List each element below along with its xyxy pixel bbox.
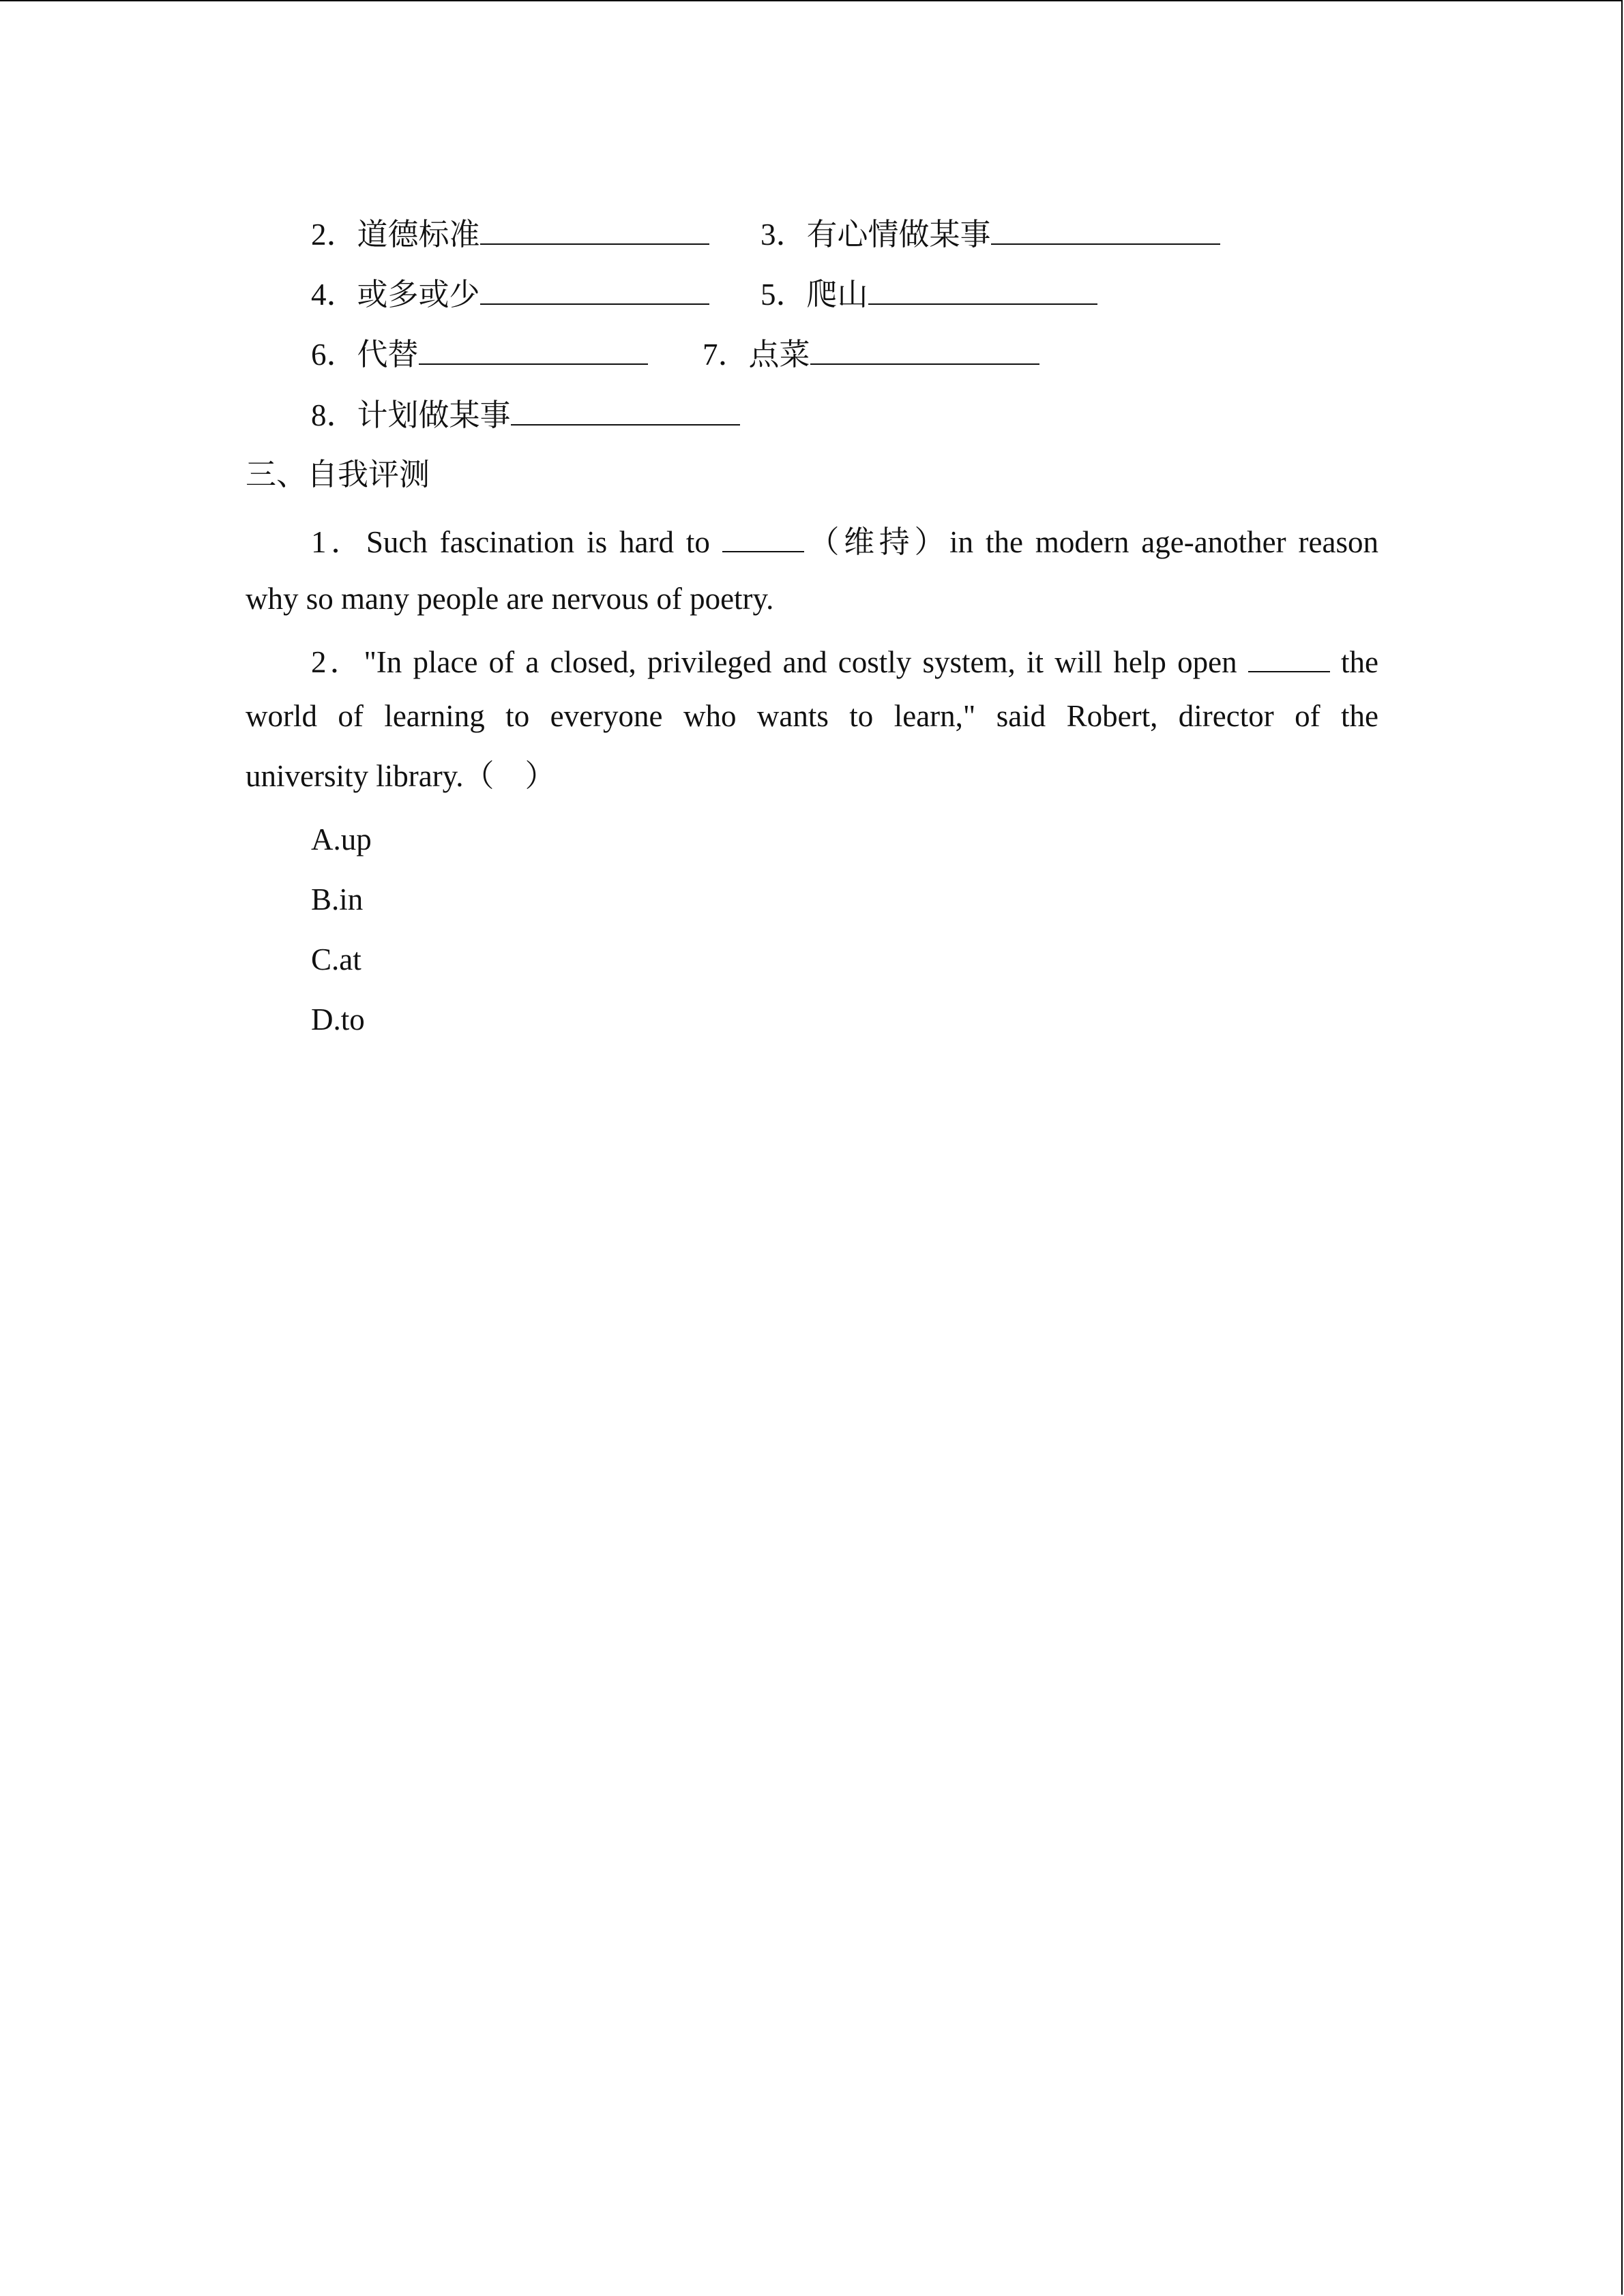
- vocab-text: 爬山: [806, 278, 868, 312]
- vocab-item: [311, 275, 709, 314]
- vocab-item: [311, 215, 709, 254]
- option-c[interactable]: C.at: [311, 942, 361, 976]
- vocab-text: 计划做某事: [357, 398, 511, 432]
- vocab-item: [311, 396, 740, 434]
- answer-blank[interactable]: [722, 522, 804, 552]
- section-title: 三、自我评测: [246, 458, 430, 492]
- vocab-text: 道德标准: [357, 218, 480, 252]
- question-2-line-1: [246, 637, 1378, 681]
- question-text: Such fascination is hard to: [366, 525, 710, 559]
- answer-blank[interactable]: [511, 396, 740, 426]
- answer-blank[interactable]: [419, 335, 648, 365]
- answer-blank[interactable]: [480, 275, 709, 305]
- vocab-number: 2．: [311, 218, 357, 252]
- vocab-text: 有心情做某事: [806, 218, 991, 252]
- vocab-number: 5．: [761, 278, 807, 312]
- vocab-item: [311, 335, 648, 374]
- question-number: 2．: [311, 645, 364, 679]
- vocab-item: [761, 275, 1097, 314]
- vocab-item: [761, 215, 1220, 254]
- question-text: in the modern age-another reason: [949, 525, 1378, 559]
- vocab-number: 4．: [311, 278, 357, 312]
- option-d[interactable]: D.to: [311, 1002, 365, 1037]
- question-1-line-2: why so many people are nervous of poetry.: [246, 582, 774, 616]
- vocab-number: 8．: [311, 398, 357, 432]
- question-number: 1．: [311, 525, 366, 559]
- vocab-text: 代替: [357, 338, 419, 372]
- answer-blank[interactable]: [991, 215, 1220, 245]
- vocab-number: 3．: [761, 218, 807, 252]
- question-text: the: [1341, 645, 1378, 679]
- vocab-number: 6．: [311, 338, 357, 372]
- question-hint: （维持）: [803, 525, 950, 559]
- option-b[interactable]: B.in: [311, 882, 364, 916]
- answer-blank[interactable]: [810, 335, 1039, 365]
- vocab-text: 或多或少: [357, 278, 480, 312]
- answer-blank[interactable]: [480, 215, 709, 245]
- option-a[interactable]: A.up: [311, 822, 372, 856]
- vocab-number: 7．: [703, 338, 749, 372]
- question-2-line-3: university library.（ ）: [246, 759, 556, 793]
- vocab-item: [703, 335, 1039, 374]
- answer-blank[interactable]: [1248, 642, 1330, 672]
- vocab-text: 点菜: [748, 338, 810, 372]
- answer-blank[interactable]: [868, 275, 1097, 305]
- question-text: world of learning to everyone who wants to learn," said Robert, director of the: [246, 699, 1378, 733]
- question-text: "In place of a closed, privileged and costly system, it will help open: [364, 645, 1237, 679]
- question-2-line-2: [246, 698, 1378, 734]
- question-1-line-1: [246, 517, 1378, 561]
